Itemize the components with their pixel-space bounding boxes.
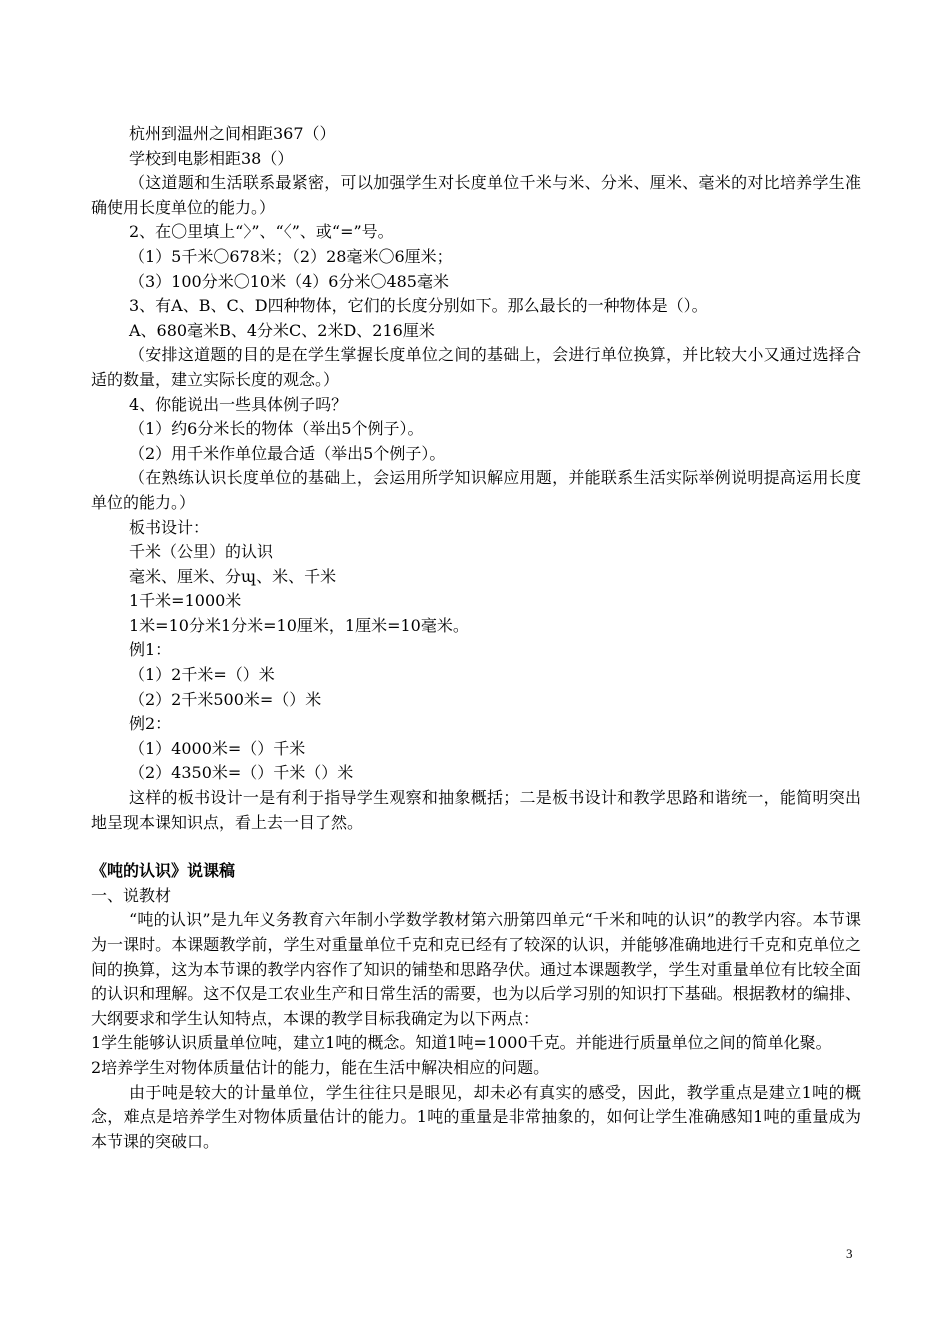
board-line: （1）2千米=（）米 [129, 665, 275, 685]
teaching-note: （安排这道题的目的是在学生掌握长度单位之间的基础上，会进行单位换算，并比较大小又通过选择合适的数量，建立实际长度的观念。） [91, 345, 861, 389]
exercise-line: A、680毫米B、4分米C、2米D、216厘米 [129, 320, 435, 340]
text-line: 学校到电影相距38（） [129, 148, 294, 168]
exercise-line: 4、你能说出一些具体例子吗？ [129, 394, 348, 414]
board-summary: 这样的板书设计一是有利于指导学生观察和抽象概括；二是板书设计和教学思路和谐统一，能简明突出地呈现本课知识点，看上去一目了然。 [91, 788, 861, 832]
section-paragraph: “吨的认识”是九年义务教育六年制小学数学教材第六册第四单元“千米和吨的认识”的教学内容。本节课为一课时。本课题教学前，学生对重量单位千克和克已经有了较深的认识，并能够准确地进行千克和克单位之间的换算，这为本节课的教学内容作了知识的铺垫和思路孕伏。通过本课题教学，学生对重量单位有比较全面的认识和理解。这不仅是工农业生产和日常生活的需要，也为以后学习别的知识打下基础。根据教材的编排、大纲要求和学生认知特点，本课的教学目标我确定为以下两点： [91, 910, 861, 1028]
page-content [91, 122, 861, 1154]
exercise-line: （1）约6分米长的物体（举出5个例子）。 [129, 419, 424, 439]
teaching-note: （这道题和生活联系最紧密，可以加强学生对长度单位千米与米、分米、厘米、毫米的对比培养学生准确使用长度单位的能力。） [91, 173, 861, 217]
board-design-heading: 板书设计： [129, 517, 210, 537]
teaching-goal: 1学生能够认识质量单位吨，建立1吨的概念。知道1吨=1000千克。并能进行质量单位之间的简单化聚。 [91, 1033, 832, 1053]
board-line: 毫米、厘米、分ɰ、米、千米 [129, 566, 337, 586]
exercise-line: 2、在〇里填上“〉”、“〈”、或“=”号。 [129, 222, 394, 242]
board-line: 1米=10分米1分米=10厘米，1厘米=10毫米。 [129, 615, 469, 635]
teaching-note: （在熟练认识长度单位的基础上，会运用所学知识解应用题，并能联系生活实际举例说明提高运用长度单位的能力。） [91, 468, 861, 512]
section-paragraph: 由于吨是较大的计量单位，学生往往只是眼见，却未必有真实的感受，因此，教学重点是建立1吨的概念，难点是培养学生对物体质量估计的能力。1吨的重量是非常抽象的，如何让学生准确感知1吨的重量成为本节课的突破口。 [91, 1082, 861, 1151]
board-line: 1千米=1000米 [129, 591, 242, 611]
board-line: （2）4350米=（）千米（）米 [129, 763, 354, 783]
board-line: 千米（公里）的认识 [129, 542, 274, 562]
text-line: 杭州到温州之间相距367（） [129, 124, 336, 143]
exercise-line: 3、有A、B、C、D四种物体，它们的长度分别如下。那么最长的一种物体是（）。 [129, 296, 708, 316]
teaching-goal: 2培养学生对物体质量估计的能力，能在生活中解决相应的问题。 [91, 1057, 550, 1077]
section-heading: 一、说教材 [91, 885, 172, 905]
page-number: 3 [846, 1246, 853, 1261]
board-line: （2）2千米500米=（）米 [129, 689, 322, 709]
exercise-line: （1）5千米〇678米；（2）28毫米〇6厘米； [129, 246, 453, 266]
exercise-line: （2）用千米作单位最合适（举出5个例子）。 [129, 443, 446, 463]
section-title: 《吨的认识》说课稿 [91, 861, 236, 881]
board-line: 例1： [129, 640, 172, 660]
board-line: （1）4000米=（）千米 [129, 738, 306, 758]
exercise-line: （3）100分米〇10米（4）6分米〇485毫米 [129, 271, 449, 291]
board-line: 例2： [129, 714, 172, 734]
